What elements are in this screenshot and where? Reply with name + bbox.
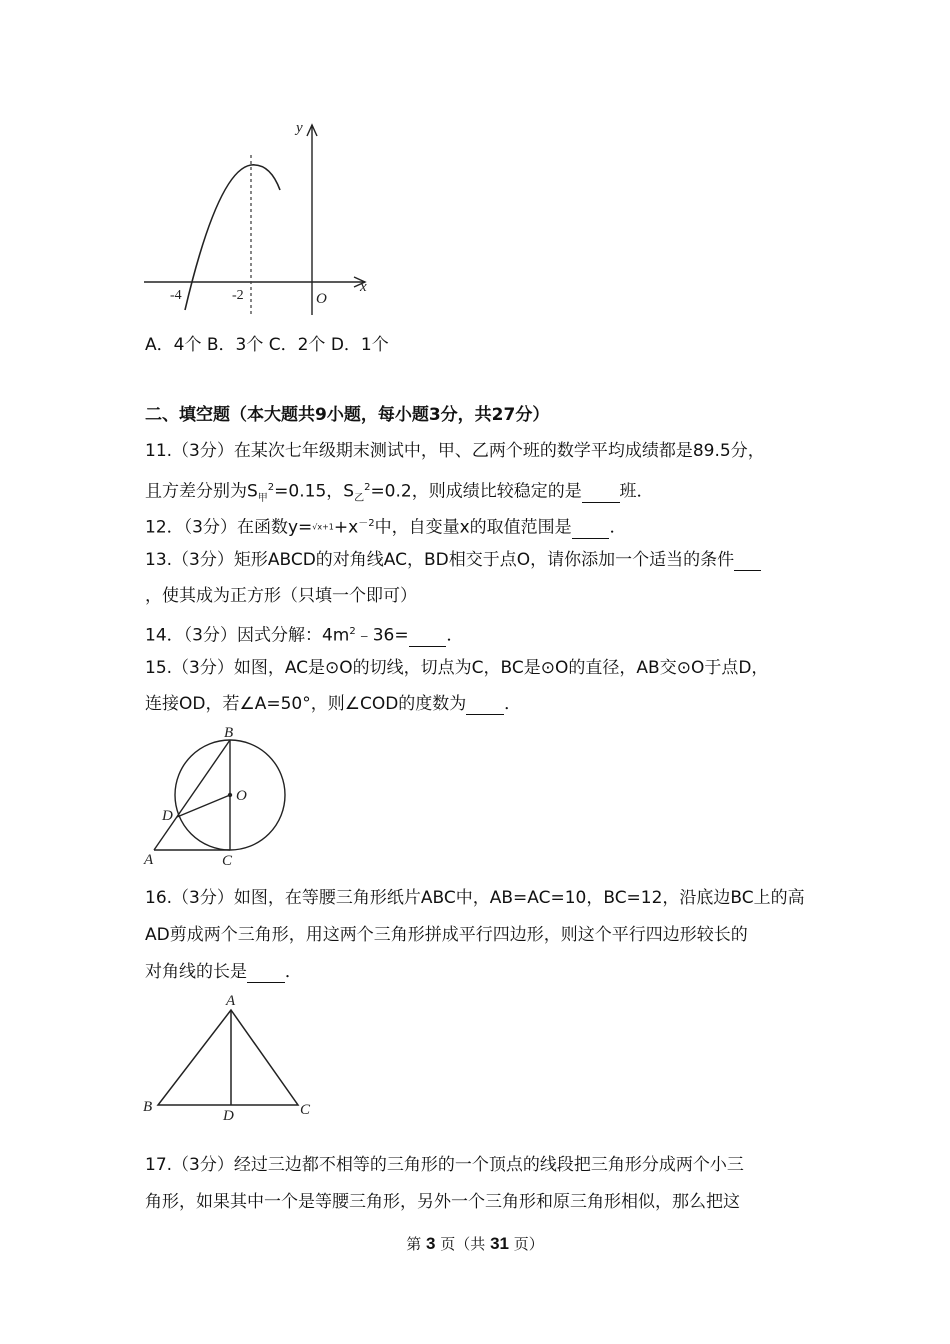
q13-line1 [145, 550, 761, 571]
q16-line1: 16.（3分）如图，在等腰三角形纸片ABC中，AB=AC=10，BC=12，沿底边BC上的高 [145, 888, 805, 908]
q13-line2: ，使其成为正方形（只填一个即可） [145, 586, 417, 606]
q11-line1: 11.（3分）在某次七年级期末测试中，甲、乙两个班的数学平均成绩都是89.5分， [145, 441, 765, 461]
q15-line1: 15.（3分）如图，AC是⊙O的切线，切点为C，BC是⊙O的直径，AB交⊙O于点D， [145, 658, 769, 678]
tick-label-neg4: -4 [170, 288, 182, 303]
page-footer [0, 1233, 950, 1254]
q11-sup-a: 2 [267, 482, 275, 493]
q16-answer-blank [247, 962, 285, 983]
q12-line [145, 514, 626, 539]
origin-label: O [316, 291, 327, 307]
q17-line1: 17.（3分）经过三边都不相等的三角形的一个顶点的线段把三角形分成两个小三 [145, 1155, 744, 1175]
triangle-figure [140, 990, 320, 1125]
label-b: B [143, 1099, 153, 1115]
q13-answer-blank [734, 550, 761, 571]
q11-sup-b: 2 [364, 482, 371, 493]
label-d: D [162, 808, 173, 824]
q16-line3 [145, 962, 302, 983]
segment-ab [154, 740, 230, 850]
q11-line2-end: 班． [619, 481, 654, 502]
q16-end: ． [284, 962, 302, 982]
circle-tangent-figure [140, 722, 300, 872]
q12-mid: +x [333, 517, 359, 538]
q15-text2: 连接OD，若∠A=50°，则∠COD的度数为 [145, 694, 467, 714]
q12-radical: √x+1 [312, 522, 334, 532]
y-axis-label: y [296, 120, 303, 136]
q16-text3: 对角线的长是 [145, 962, 247, 982]
q14-pre: 14．（3分）因式分解：4m [145, 625, 350, 646]
parabola-figure [140, 115, 380, 320]
q11-line2 [145, 478, 654, 509]
label-b: B [224, 725, 234, 741]
q11-answer-blank [582, 482, 620, 503]
footer-total-pages: 31 [490, 1234, 509, 1253]
q15-line2 [145, 694, 521, 715]
q16-line2: AD剪成两个三角形，用这两个三角形拼成平行四边形，则这个平行四边形较长的 [145, 925, 748, 945]
triangle-abc [158, 1010, 298, 1105]
q11-line2-post: =0.2，则成绩比较稳定的是 [370, 481, 582, 502]
section2-title: 二、填空题（本大题共9小题，每小题3分，共27分） [145, 405, 550, 425]
q14-line [145, 622, 463, 647]
q13-text1: 13.（3分）矩形ABCD的对角线AC，BD相交于点O，请你添加一个适当的条件 [145, 550, 735, 570]
q14-end: ． [446, 625, 464, 646]
footer-pre: 第 [406, 1235, 422, 1253]
q12-end: ． [609, 517, 627, 538]
q14-answer-blank [409, 626, 447, 647]
q12-sup: －2 [358, 518, 375, 529]
q12-answer-blank [572, 518, 610, 539]
q11-sub-jia: 甲 [257, 493, 268, 505]
label-d: D [223, 1108, 234, 1124]
q10-options: A．4个 B．3个 C．2个 D．1个 [145, 335, 389, 355]
footer-mid: 页（共 [440, 1235, 486, 1253]
q14-sup: 2 [349, 626, 356, 637]
q17-line2: 角形，如果其中一个是等腰三角形，另外一个三角形和原三角形相似，那么把这 [145, 1192, 740, 1212]
q11-sub-yi: 乙 [354, 493, 365, 505]
label-a: A [226, 993, 236, 1009]
center-dot [228, 793, 232, 797]
x-axis-label: x [360, 279, 367, 295]
q12-post: 中，自变量x的取值范围是 [374, 517, 572, 538]
q11-line2-pre: 且方差分别为S [145, 481, 258, 502]
tick-label-neg2: -2 [232, 288, 244, 303]
q12-pre: 12．（3分）在函数y= [145, 517, 313, 538]
footer-page-number: 3 [426, 1234, 436, 1253]
footer-post: 页） [513, 1235, 544, 1253]
label-c: C [222, 853, 233, 869]
q11-line2-mid: =0.15，S [274, 481, 355, 502]
label-c: C [300, 1102, 311, 1118]
label-a: A [144, 852, 154, 868]
label-o: O [236, 788, 247, 804]
q15-end: ． [504, 694, 522, 714]
q15-answer-blank [466, 694, 504, 715]
q14-post: ﹣36= [355, 625, 409, 646]
